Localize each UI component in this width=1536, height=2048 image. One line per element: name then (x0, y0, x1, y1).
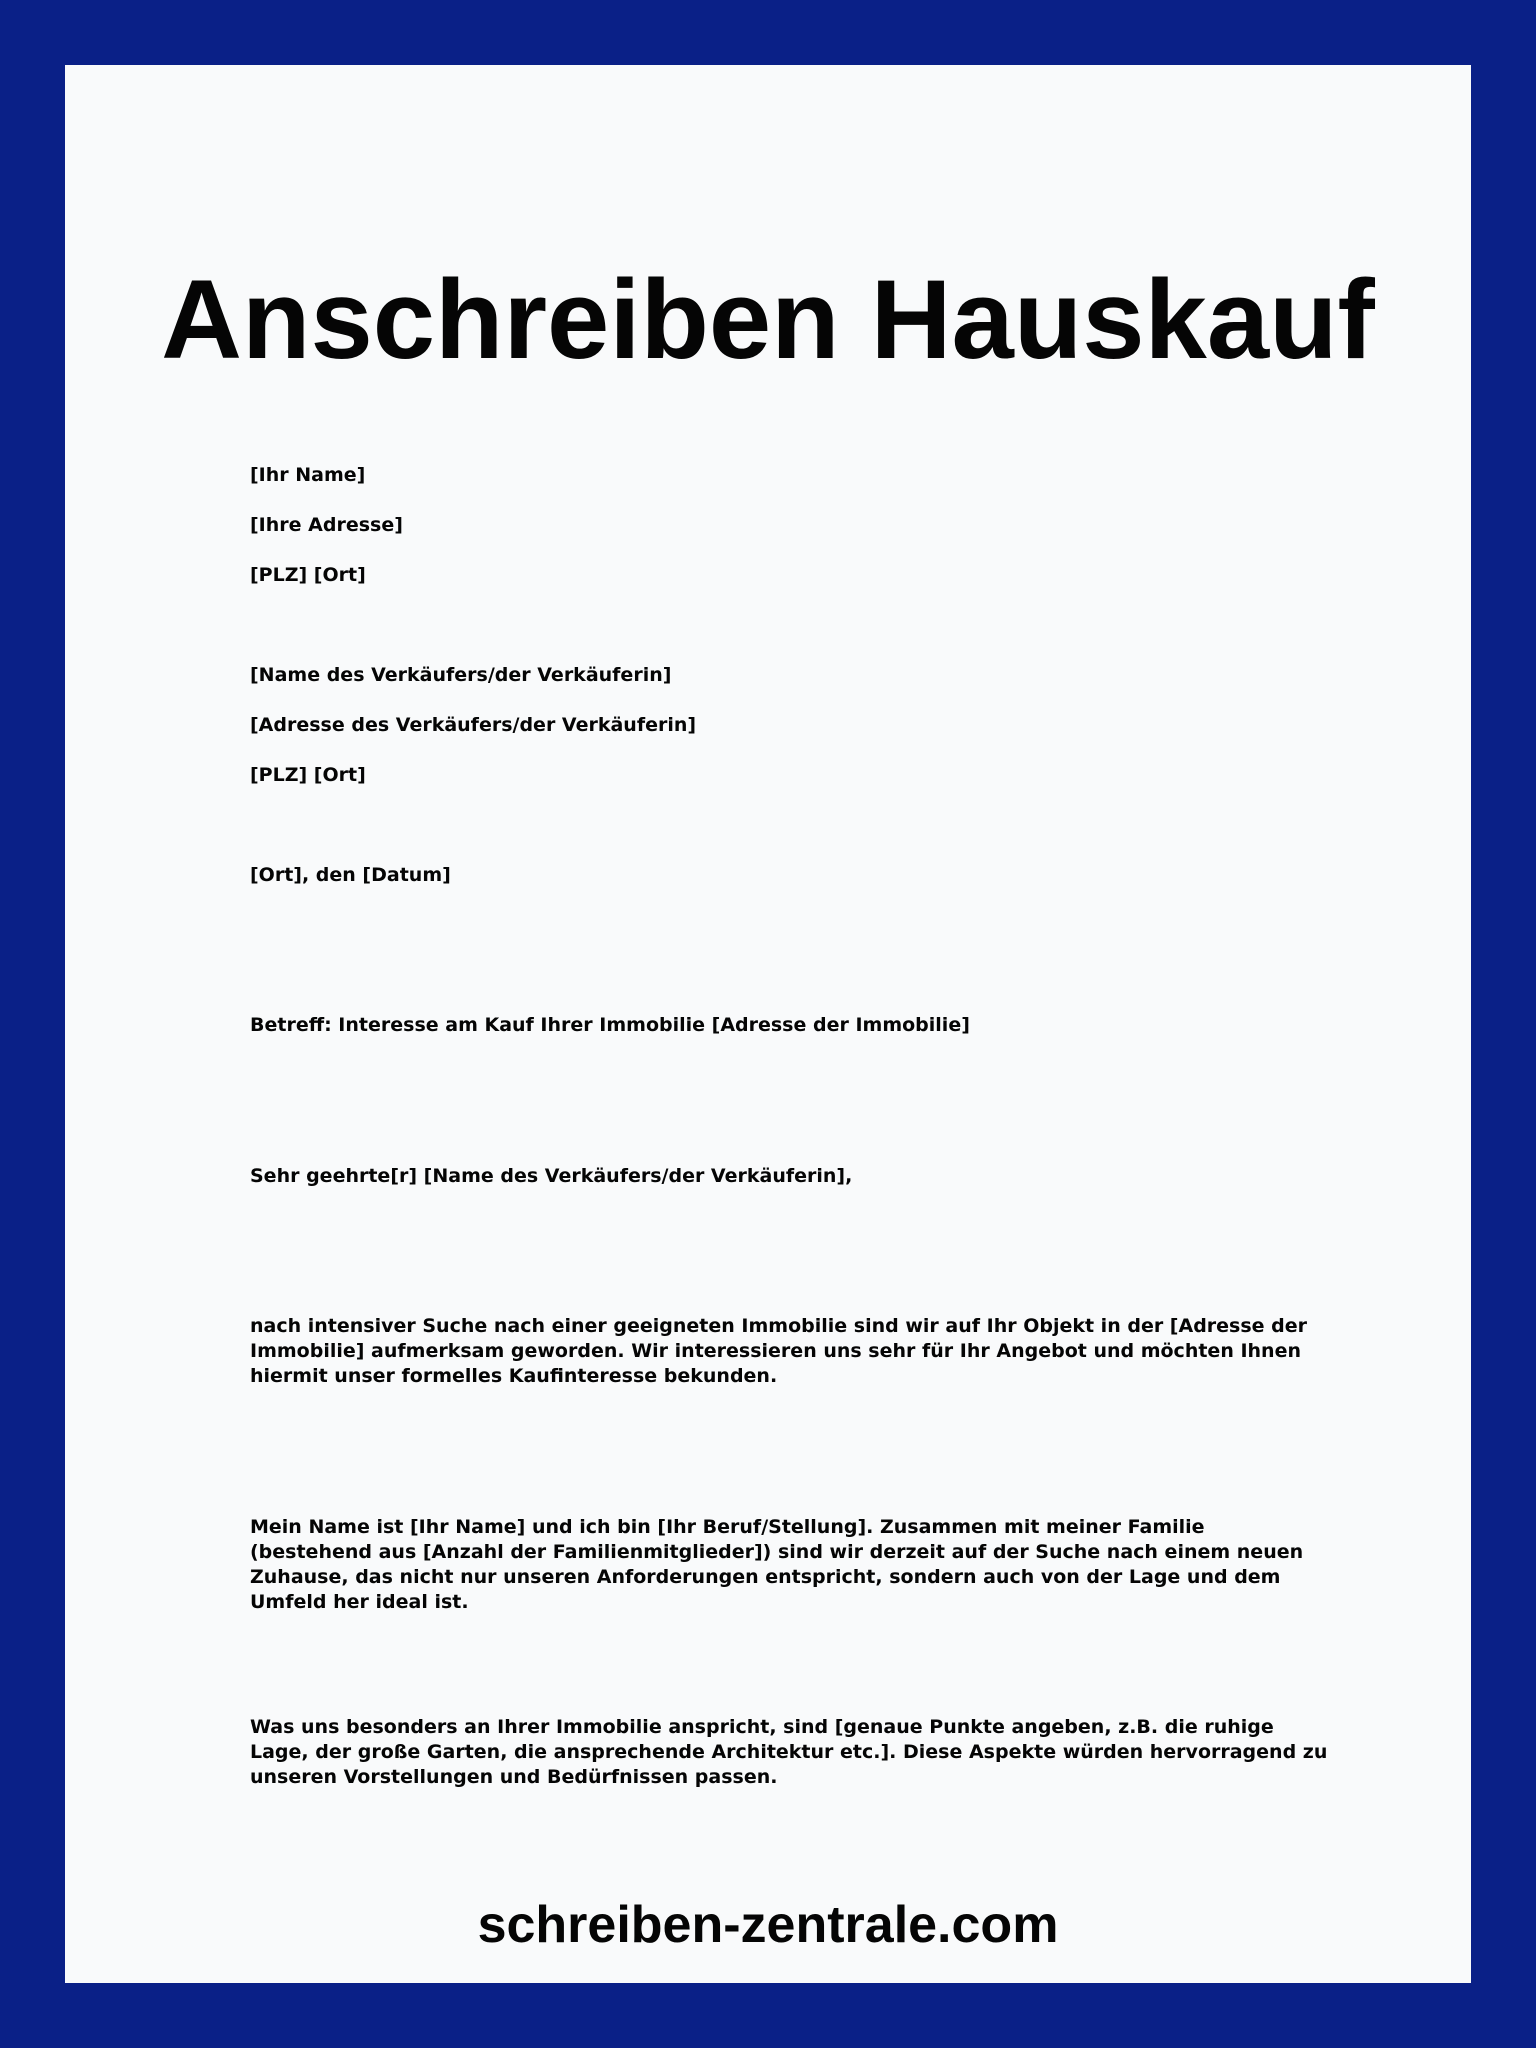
recipient-name: [Name des Verkäufers/der Verkäuferin] (250, 664, 672, 686)
salutation: Sehr geehrte[r] [Name des Verkäufers/der Verkäuferin], (250, 1165, 853, 1187)
sender-name: [Ihr Name] (250, 464, 366, 486)
sender-address: [Ihre Adresse] (250, 514, 403, 536)
document-page (65, 65, 1471, 1983)
paragraph-features: Was uns besonders an Ihrer Immobilie anspricht, sind [genaue Punkte angeben, z.B. die ruhige Lage, der große Garten, die ansprechende Architektur etc.]. Diese Aspekte würden hervorragend zu unseren Vorstellungen und Bedürfnissen passen. (250, 1716, 1328, 1788)
document-title: Anschreiben Hauskauf (161, 257, 1375, 382)
sender-city: [PLZ] [Ort] (250, 564, 366, 586)
date-line: [Ort], den [Datum] (250, 864, 451, 886)
subject-line: Betreff: Interesse am Kauf Ihrer Immobilie [Adresse der Immobilie] (250, 1014, 970, 1036)
recipient-city: [PLZ] [Ort] (250, 764, 366, 786)
website-footer: schreiben-zentrale.com (477, 1896, 1059, 1954)
recipient-address: [Adresse des Verkäufers/der Verkäuferin] (250, 714, 697, 736)
paragraph-intro: nach intensiver Suche nach einer geeigneten Immobilie sind wir auf Ihr Objekt in der [Adresse der Immobilie] aufmerksam geworden. Wir interessieren uns sehr für Ihr Angebot und möchten Ihnen hiermit unser formelles Kaufinteresse bekunden. (250, 1315, 1308, 1387)
paragraph-about: Mein Name ist [Ihr Name] und ich bin [Ihr Beruf/Stellung]. Zusammen mit meiner Familie (bestehend aus [Anzahl der Familienmitglieder]) sind wir derzeit auf der Suche nach einem neuen Zuhause, das nicht nur unseren Anforderungen entspricht, sondern auch von der Lage und dem Umfeld her ideal ist. (250, 1516, 1304, 1613)
